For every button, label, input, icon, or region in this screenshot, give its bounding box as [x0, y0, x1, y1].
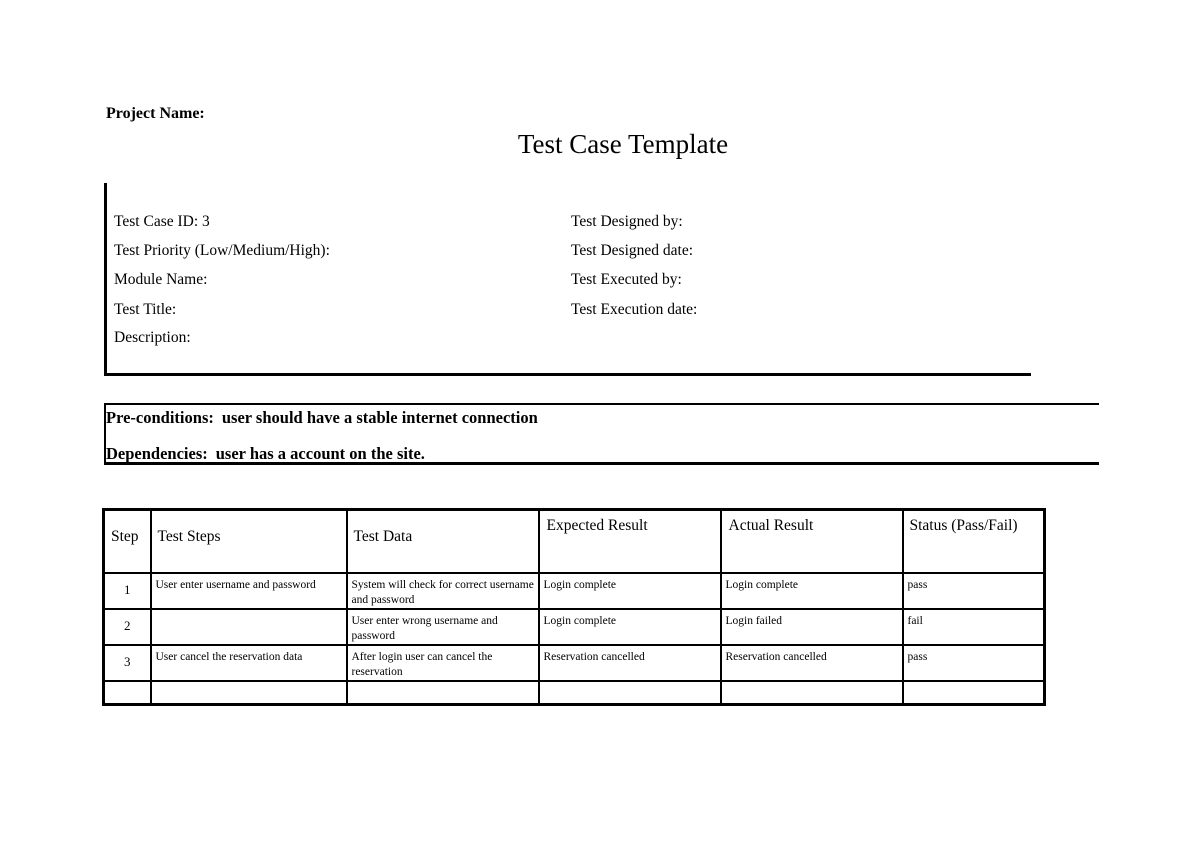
test-data-cell: After login user can cancel the reservation — [347, 645, 539, 681]
test-data-cell: System will check for correct username and password — [347, 573, 539, 609]
column-header-expected-result: Expected Result — [539, 510, 721, 574]
empty-cell — [721, 681, 903, 705]
conditions-box-top-border — [104, 403, 1099, 405]
test-steps-cell: User enter username and password — [151, 573, 347, 609]
actual-result-cell: Login complete — [721, 573, 903, 609]
empty-cell — [903, 681, 1045, 705]
empty-cell — [151, 681, 347, 705]
dependencies-value: user has a account on the site. — [215, 444, 425, 463]
empty-cell — [104, 681, 151, 705]
test-executed-by-field: Test Executed by: — [571, 271, 682, 288]
test-title-field: Test Title: — [114, 301, 177, 318]
test-priority-field: Test Priority (Low/Medium/High): — [114, 242, 330, 259]
step-number-cell: 3 — [104, 645, 151, 681]
empty-cell — [539, 681, 721, 705]
expected-result-cell: Login complete — [539, 573, 721, 609]
table-row-empty — [104, 681, 1045, 705]
test-steps-table — [102, 508, 1046, 706]
test-execution-date-field: Test Execution date: — [571, 301, 698, 318]
test-case-id-field: Test Case ID: 3 — [114, 213, 210, 230]
test-steps-cell — [151, 609, 347, 645]
info-box-left-border — [104, 183, 107, 376]
table-row — [104, 645, 1045, 681]
test-data-cell: User enter wrong username and password — [347, 609, 539, 645]
column-header-status: Status (Pass/Fail) — [903, 510, 1045, 574]
step-number-cell: 2 — [104, 609, 151, 645]
test-designed-date-field: Test Designed date: — [571, 242, 694, 259]
column-header-test-steps: Test Steps — [151, 510, 347, 574]
column-header-test-data: Test Data — [347, 510, 539, 574]
status-cell: pass — [903, 573, 1045, 609]
table-row — [104, 573, 1045, 609]
step-number-cell: 1 — [104, 573, 151, 609]
project-name-label: Project Name: — [106, 105, 205, 122]
expected-result-cell: Reservation cancelled — [539, 645, 721, 681]
preconditions-value: user should have a stable internet connection — [221, 408, 538, 427]
expected-result-cell: Login complete — [539, 609, 721, 645]
table-header-row — [104, 510, 1045, 574]
dependencies-line — [106, 444, 425, 464]
description-field: Description: — [114, 329, 191, 346]
status-cell: pass — [903, 645, 1045, 681]
dependencies-label: Dependencies: — [106, 444, 208, 463]
actual-result-cell: Reservation cancelled — [721, 645, 903, 681]
empty-cell — [347, 681, 539, 705]
preconditions-label: Pre-conditions: — [106, 408, 214, 427]
column-header-step: Step — [104, 510, 151, 574]
column-header-actual-result: Actual Result — [721, 510, 903, 574]
status-cell: fail — [903, 609, 1045, 645]
table-row — [104, 609, 1045, 645]
test-designed-by-field: Test Designed by: — [571, 213, 683, 230]
test-steps-cell: User cancel the reservation data — [151, 645, 347, 681]
document-title: Test Case Template — [517, 129, 729, 159]
preconditions-line — [106, 408, 538, 428]
info-box-bottom-border — [104, 373, 1031, 376]
module-name-field: Module Name: — [114, 271, 208, 288]
actual-result-cell: Login failed — [721, 609, 903, 645]
